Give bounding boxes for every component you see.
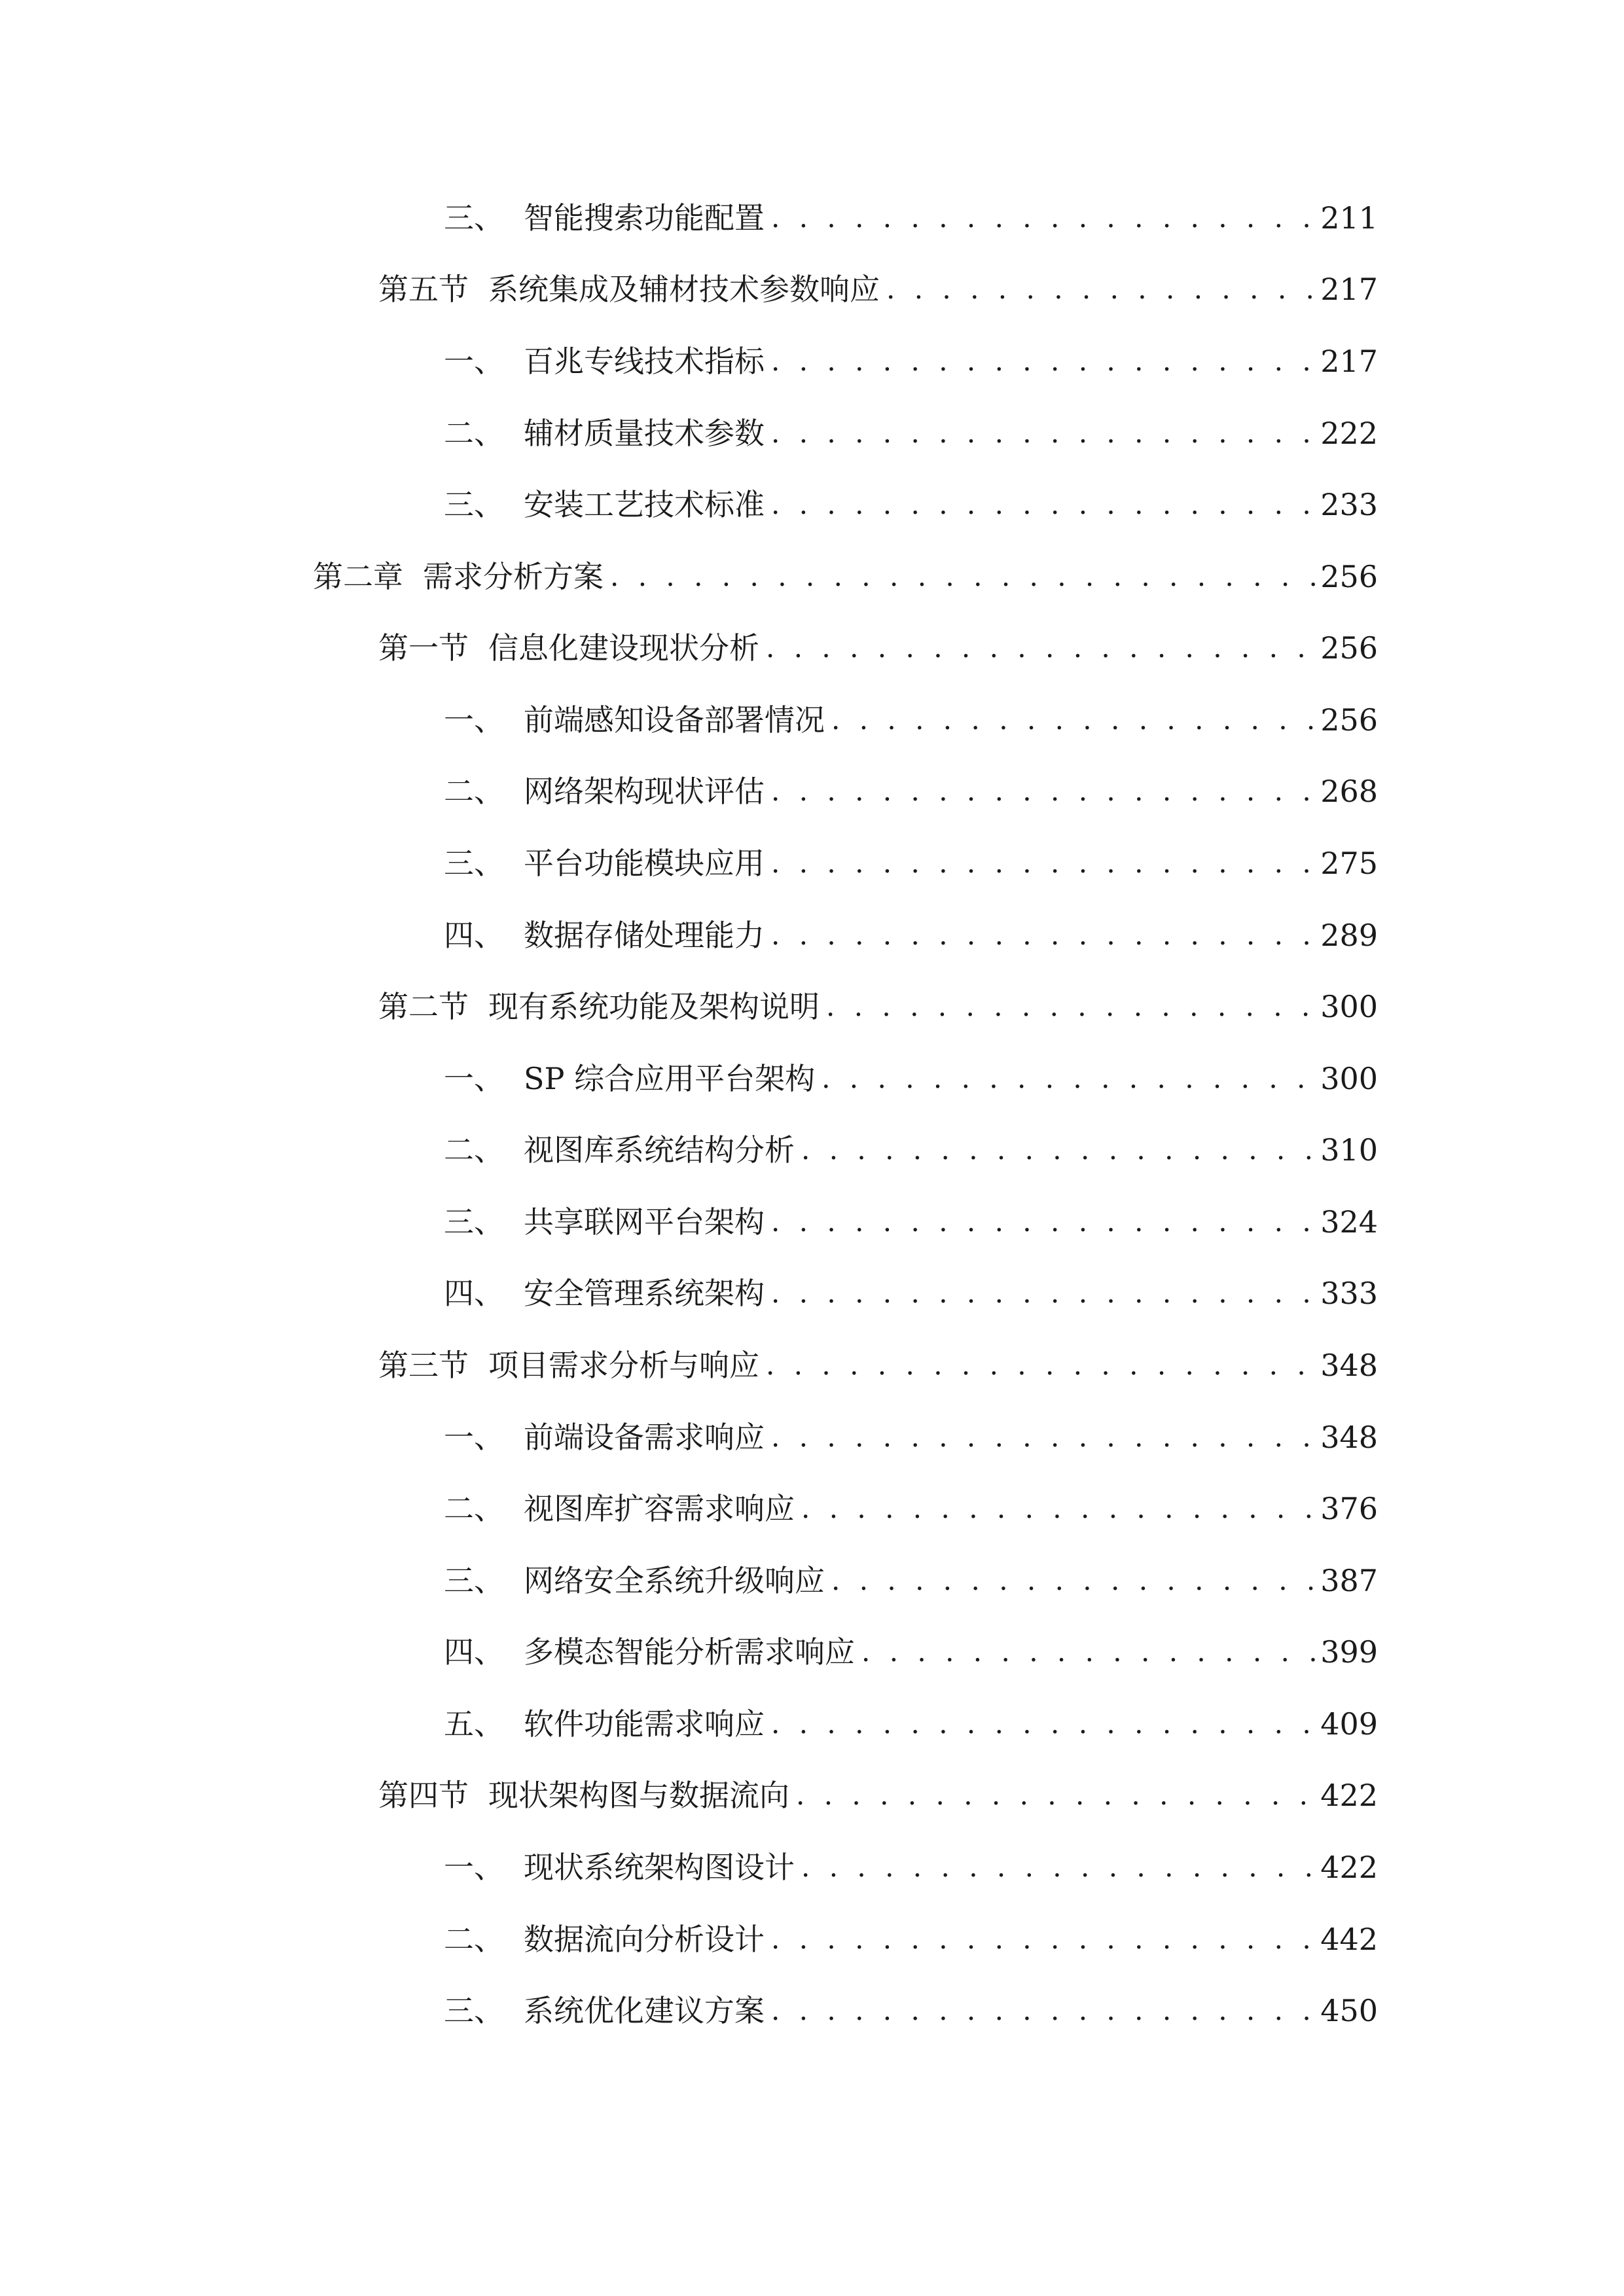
toc-entry-marker: 三、: [444, 200, 504, 236]
toc-entry-marker: 三、: [444, 846, 504, 881]
toc-entry-marker: 二、: [444, 1132, 504, 1168]
toc-entry-page: 268: [1320, 774, 1378, 809]
toc-entry-title: 现状系统架构图设计: [524, 1850, 795, 1885]
dot-leader: [826, 980, 1316, 1033]
toc-entry-title: 需求分析方案: [423, 559, 604, 594]
toc-entry-page: 422: [1320, 1850, 1378, 1885]
toc-entry[interactable]: [444, 909, 1378, 961]
toc-entry-page: 324: [1320, 1204, 1378, 1240]
dot-leader: [771, 1267, 1316, 1319]
toc-entry-title: 现状架构图与数据流向: [488, 1778, 789, 1813]
toc-entry[interactable]: [444, 765, 1378, 817]
toc-entry[interactable]: [313, 550, 1378, 603]
toc-entry-marker: 一、: [444, 1420, 504, 1455]
toc-entry[interactable]: [444, 192, 1378, 244]
toc-entry-title: 系统优化建议方案: [524, 1993, 765, 2028]
toc-entry-page: 300: [1320, 1061, 1378, 1096]
dot-leader: [801, 1124, 1316, 1176]
toc-entry-title: 共享联网平台架构: [524, 1204, 765, 1240]
toc-entry[interactable]: [444, 1482, 1378, 1535]
toc-entry-title: 项目需求分析与响应: [488, 1348, 759, 1383]
toc-entry[interactable]: [444, 1267, 1378, 1319]
toc-entry-title: 网络安全系统升级响应: [524, 1563, 825, 1598]
toc-entry-title: 视图库扩容需求响应: [524, 1491, 795, 1526]
toc-entry-marker: 二、: [444, 1491, 504, 1526]
toc-entry-title: 智能搜索功能配置: [524, 200, 765, 236]
toc-entry-page: 310: [1320, 1132, 1378, 1168]
dot-leader: [771, 1411, 1316, 1463]
toc-entry-page: 217: [1320, 344, 1378, 379]
toc-entry-page: 442: [1320, 1922, 1378, 1957]
toc-entry-page: 217: [1320, 272, 1378, 307]
toc-entry-marker: 第三节: [378, 1348, 469, 1383]
toc-entry-title: 百兆专线技术指标: [524, 344, 765, 379]
toc-entry-marker: 二、: [444, 774, 504, 809]
toc-entry-marker: 二、: [444, 416, 504, 451]
dot-leader: [771, 407, 1316, 459]
toc-entry[interactable]: [444, 1124, 1378, 1176]
toc-entry[interactable]: [444, 407, 1378, 459]
toc-entry[interactable]: [378, 1339, 1378, 1391]
dot-leader: [801, 1841, 1316, 1893]
toc-entry-page: 289: [1320, 918, 1378, 953]
dot-leader: [801, 1482, 1316, 1535]
dot-leader: [771, 837, 1316, 889]
dot-leader: [766, 1339, 1316, 1391]
toc-entry-marker: 一、: [444, 1850, 504, 1885]
toc-entry-marker: 三、: [444, 1204, 504, 1240]
toc-entry-page: 211: [1320, 200, 1378, 236]
toc-entry-title: 安全管理系统架构: [524, 1276, 765, 1311]
toc-entry-marker: 三、: [444, 1563, 504, 1598]
toc-entry[interactable]: [444, 694, 1378, 746]
toc-entry[interactable]: [444, 335, 1378, 387]
toc-entry-marker: 四、: [444, 918, 504, 953]
dot-leader: [831, 1554, 1316, 1607]
toc-entry-page: 300: [1320, 989, 1378, 1024]
toc-entry[interactable]: [444, 1841, 1378, 1893]
dot-leader: [831, 694, 1316, 746]
toc-entry-marker: 二、: [444, 1922, 504, 1957]
toc-entry-marker: 三、: [444, 1993, 504, 2028]
toc-entry-marker: 第二章: [313, 559, 403, 594]
toc-entry[interactable]: [444, 837, 1378, 889]
toc-entry[interactable]: [444, 1196, 1378, 1248]
toc-entry-page: 222: [1320, 416, 1378, 451]
dot-leader: [771, 192, 1316, 244]
toc-entry-page: 256: [1320, 559, 1378, 594]
toc-entry-marker: 第二节: [378, 989, 469, 1024]
dot-leader: [771, 765, 1316, 817]
toc-entry-page: 450: [1320, 1993, 1378, 2028]
toc-entry-page: 376: [1320, 1491, 1378, 1526]
toc-entry-page: 348: [1320, 1348, 1378, 1383]
toc-entry-marker: 第五节: [378, 272, 469, 307]
toc-entry-title: 信息化建设现状分析: [488, 630, 759, 666]
toc-entry[interactable]: [378, 622, 1378, 674]
toc-entry-title: 平台功能模块应用: [524, 846, 765, 881]
dot-leader: [771, 909, 1316, 961]
toc-entry-title: 软件功能需求响应: [524, 1706, 765, 1742]
toc-entry-title: 数据流向分析设计: [524, 1922, 765, 1957]
toc-entry-marker: 五、: [444, 1706, 504, 1742]
dot-leader: [821, 1052, 1316, 1105]
toc-entry[interactable]: [378, 263, 1378, 315]
toc-entry-page: 399: [1320, 1634, 1378, 1670]
toc-entry-marker: 第四节: [378, 1778, 469, 1813]
dot-leader: [861, 1626, 1316, 1678]
toc-entry-page: 233: [1320, 487, 1378, 522]
toc-entry-page: 333: [1320, 1276, 1378, 1311]
toc-entry[interactable]: [378, 980, 1378, 1033]
toc-entry-page: 275: [1320, 846, 1378, 881]
dot-leader: [610, 550, 1316, 603]
toc-entry-title: 视图库系统结构分析: [524, 1132, 795, 1168]
toc-entry-page: 348: [1320, 1420, 1378, 1455]
toc-entry-title: 系统集成及辅材技术参数响应: [488, 272, 880, 307]
toc-entry-page: 256: [1320, 702, 1378, 738]
toc-entry-marker: 第一节: [378, 630, 469, 666]
toc-entry-title: SP 综合应用平台架构: [524, 1061, 816, 1096]
dot-leader: [771, 335, 1316, 387]
dot-leader: [771, 478, 1316, 531]
toc-entry-title: 辅材质量技术参数: [524, 416, 765, 451]
dot-leader: [771, 1196, 1316, 1248]
toc-entry-title: 数据存储处理能力: [524, 918, 765, 953]
toc-entry[interactable]: [378, 1769, 1378, 1821]
toc-entry[interactable]: [444, 1984, 1378, 2037]
toc-entry-page: 422: [1320, 1778, 1378, 1813]
toc-entry-marker: 四、: [444, 1634, 504, 1670]
toc-entry-title: 前端感知设备部署情况: [524, 702, 825, 738]
toc-entry[interactable]: [444, 1411, 1378, 1463]
toc-entry-page: 409: [1320, 1706, 1378, 1742]
dot-leader: [766, 622, 1316, 674]
toc-entry[interactable]: [444, 1626, 1378, 1678]
toc-entry-marker: 四、: [444, 1276, 504, 1311]
toc-entry-title: 现有系统功能及架构说明: [488, 989, 820, 1024]
dot-leader: [771, 1984, 1316, 2037]
toc-entry[interactable]: [444, 1698, 1378, 1750]
toc-entry[interactable]: [444, 478, 1378, 531]
dot-leader: [771, 1913, 1316, 1965]
toc-entry-marker: 一、: [444, 702, 504, 738]
dot-leader: [886, 263, 1316, 315]
toc-entry-marker: 一、: [444, 1061, 504, 1096]
toc-entry[interactable]: [444, 1913, 1378, 1965]
toc-entry-marker: 三、: [444, 487, 504, 522]
toc-entry-title: 安装工艺技术标准: [524, 487, 765, 522]
toc-entry-page: 387: [1320, 1563, 1378, 1598]
toc-entry[interactable]: [444, 1554, 1378, 1607]
toc-entry-title: 网络架构现状评估: [524, 774, 765, 809]
toc-entry-page: 256: [1320, 630, 1378, 666]
toc-entry-marker: 一、: [444, 344, 504, 379]
toc-entry[interactable]: [444, 1052, 1378, 1105]
toc-entry-title: 多模态智能分析需求响应: [524, 1634, 855, 1670]
dot-leader: [796, 1769, 1316, 1821]
toc-entry-title: 前端设备需求响应: [524, 1420, 765, 1455]
dot-leader: [771, 1698, 1316, 1750]
